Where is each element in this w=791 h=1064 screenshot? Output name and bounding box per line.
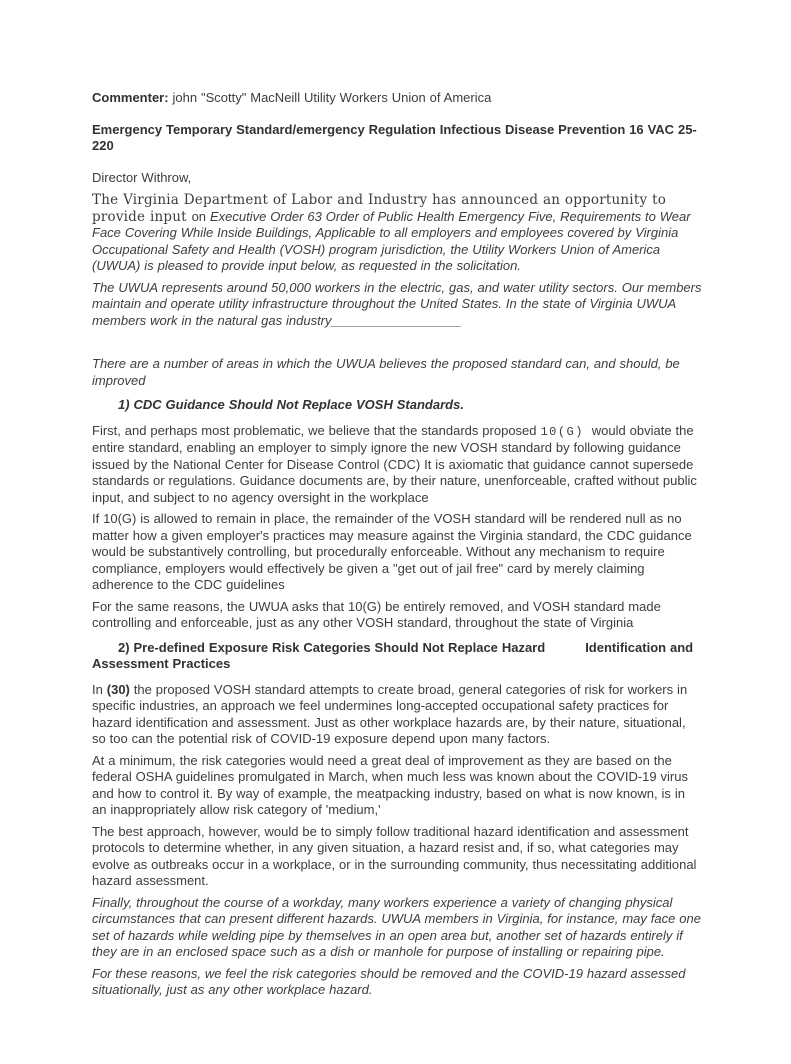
text-run: john "Scotty" MacNeill Utility Workers Union of America <box>168 90 492 105</box>
text-run: the proposed VOSH standard attempts to create broad, general categories of risk for workers in specific industries, an approach we feel undermines long-accepted occupational safety practices for hazard identification and assessment. Just as other workplace hazards are, by their nature, situational, so too can the potential risk of COVID-19 exposure depend upon many factors. <box>92 681 688 746</box>
commenter-line <box>92 90 703 107</box>
areas-intro-paragraph <box>92 356 703 389</box>
cdc-paragraph-3 <box>92 599 703 632</box>
cdc-paragraph-1 <box>92 423 703 507</box>
text-run: If 10(G) is allowed to remain in place, the remainder of the VOSH standard will be rendered null as no matter how a given employer's practices may measure against the Virginia standard, the CDC guidance would be substantively controlling, but procedurally enforceable. Without any mechanism to require compliance, employers would effectively be given a "get out of jail free" card by merely claiming adherence to the CDC guidelines <box>92 511 692 592</box>
text-run: For the same reasons, the UWUA asks that 10(G) be entirely removed, and VOSH standard made controlling and enforceable, just as any other VOSH standard, throughout the state of Virginia <box>92 598 661 630</box>
text-run: The best approach, however, would be to simply follow traditional hazard identification and assessment protocols to determine whether, in any given situation, a hazard resist and, if so, what categories may evolve as outbreaks occur in a workplace, or in the surrounding community, thus necessitating additional hazard assessment. <box>92 823 697 888</box>
text-run: Commenter: <box>92 90 169 105</box>
text-run: For these reasons, we feel the risk categories should be removed and the COVID-19 hazard assessed situationally, just as any other workplace hazard. <box>92 965 686 997</box>
text-run: There are a number of areas in which the UWUA believes the proposed standard can, and should, be improved <box>92 356 680 388</box>
uwua-description-paragraph <box>92 280 703 330</box>
text-run: 1) CDC Guidance Should Not Replace VOSH Standards. <box>118 397 464 412</box>
text-run: Identification and Assessment Practices <box>92 639 694 671</box>
text-run: (30) <box>106 681 130 697</box>
text-run: 10(G) <box>540 424 584 439</box>
intro-paragraph <box>92 192 703 275</box>
text-run: on <box>191 208 210 224</box>
text-run: would obviate the entire standard, enabling an employer to simply ignore the new VOSH standard by following guidance issued by the National Center for Disease Control (CDC) It is axiomatic that guidance cannot supersede standards or regulations. Guidance documents are, by their nature, unenforceable, crafted without public input, and subject to no agency oversight in the workplace <box>92 422 697 505</box>
text-run: 2) Pre-defined Exposure Risk Categories Should Not Replace Hazard <box>118 639 546 655</box>
blank-underline: __________________ <box>331 312 462 328</box>
text-run: The Virginia Department of Labor and Industry has announced an opportunity to provide input <box>92 192 667 225</box>
text-run: At a minimum, the risk categories would need a great deal of improvement as they are based on the federal OSHA guidelines promulgated in March, when much less was known about the COVID-19 virus and how to control it. By way of example, the meatpacking industry, based on what is now known, is in an inappropriately allow risk category of 'medium,' <box>92 752 688 817</box>
text-run: Finally, throughout the course of a workday, many workers experience a variety of changing physical circumstances that can present different hazards. UWUA members in Virginia, for instance, may face one set of hazards while welding pipe by themselves in an open area but, another set of hazards entirely if they are in an enclosed space such as a dish or manhole for purpose of installing or repairing pipe. <box>92 894 701 959</box>
document-title <box>92 122 703 155</box>
text-run: In <box>92 681 107 697</box>
text-run: First, and perhaps most problematic, we believe that the standards proposed <box>92 422 541 438</box>
heading-2-risk-categories <box>92 640 703 673</box>
risk-paragraph-4 <box>92 895 703 961</box>
text-run: Executive Order 63 Order of Public Health Emergency Five, Requirements to Wear Face Covering While Inside Buildings, Applicable to all employers and employees covered by Virginia Occupational Safety and Health (VOSH) program jurisdiction, the Utility Workers Union of America (UWUA) is pleased to provide input below, as requested in the solicitation. <box>92 208 691 273</box>
heading-1-cdc-guidance <box>92 397 703 414</box>
risk-paragraph-5 <box>92 966 703 999</box>
risk-paragraph-1 <box>92 682 703 748</box>
document-content <box>92 90 703 999</box>
risk-paragraph-2 <box>92 753 703 819</box>
text-run: Director Withrow, <box>92 169 192 185</box>
text-run: Emergency Temporary Standard/emergency Regulation Infectious Disease Prevention 16 VAC 25-220 <box>92 121 697 153</box>
cdc-paragraph-2 <box>92 511 703 594</box>
text-run: The UWUA represents around 50,000 workers in the electric, gas, and water utility sectors. Our members maintain and operate utility infrastructure throughout the United States. In the state of Virginia UWUA members work in the natural gas industry <box>92 279 702 328</box>
risk-paragraph-3 <box>92 824 703 890</box>
salutation <box>92 170 703 187</box>
